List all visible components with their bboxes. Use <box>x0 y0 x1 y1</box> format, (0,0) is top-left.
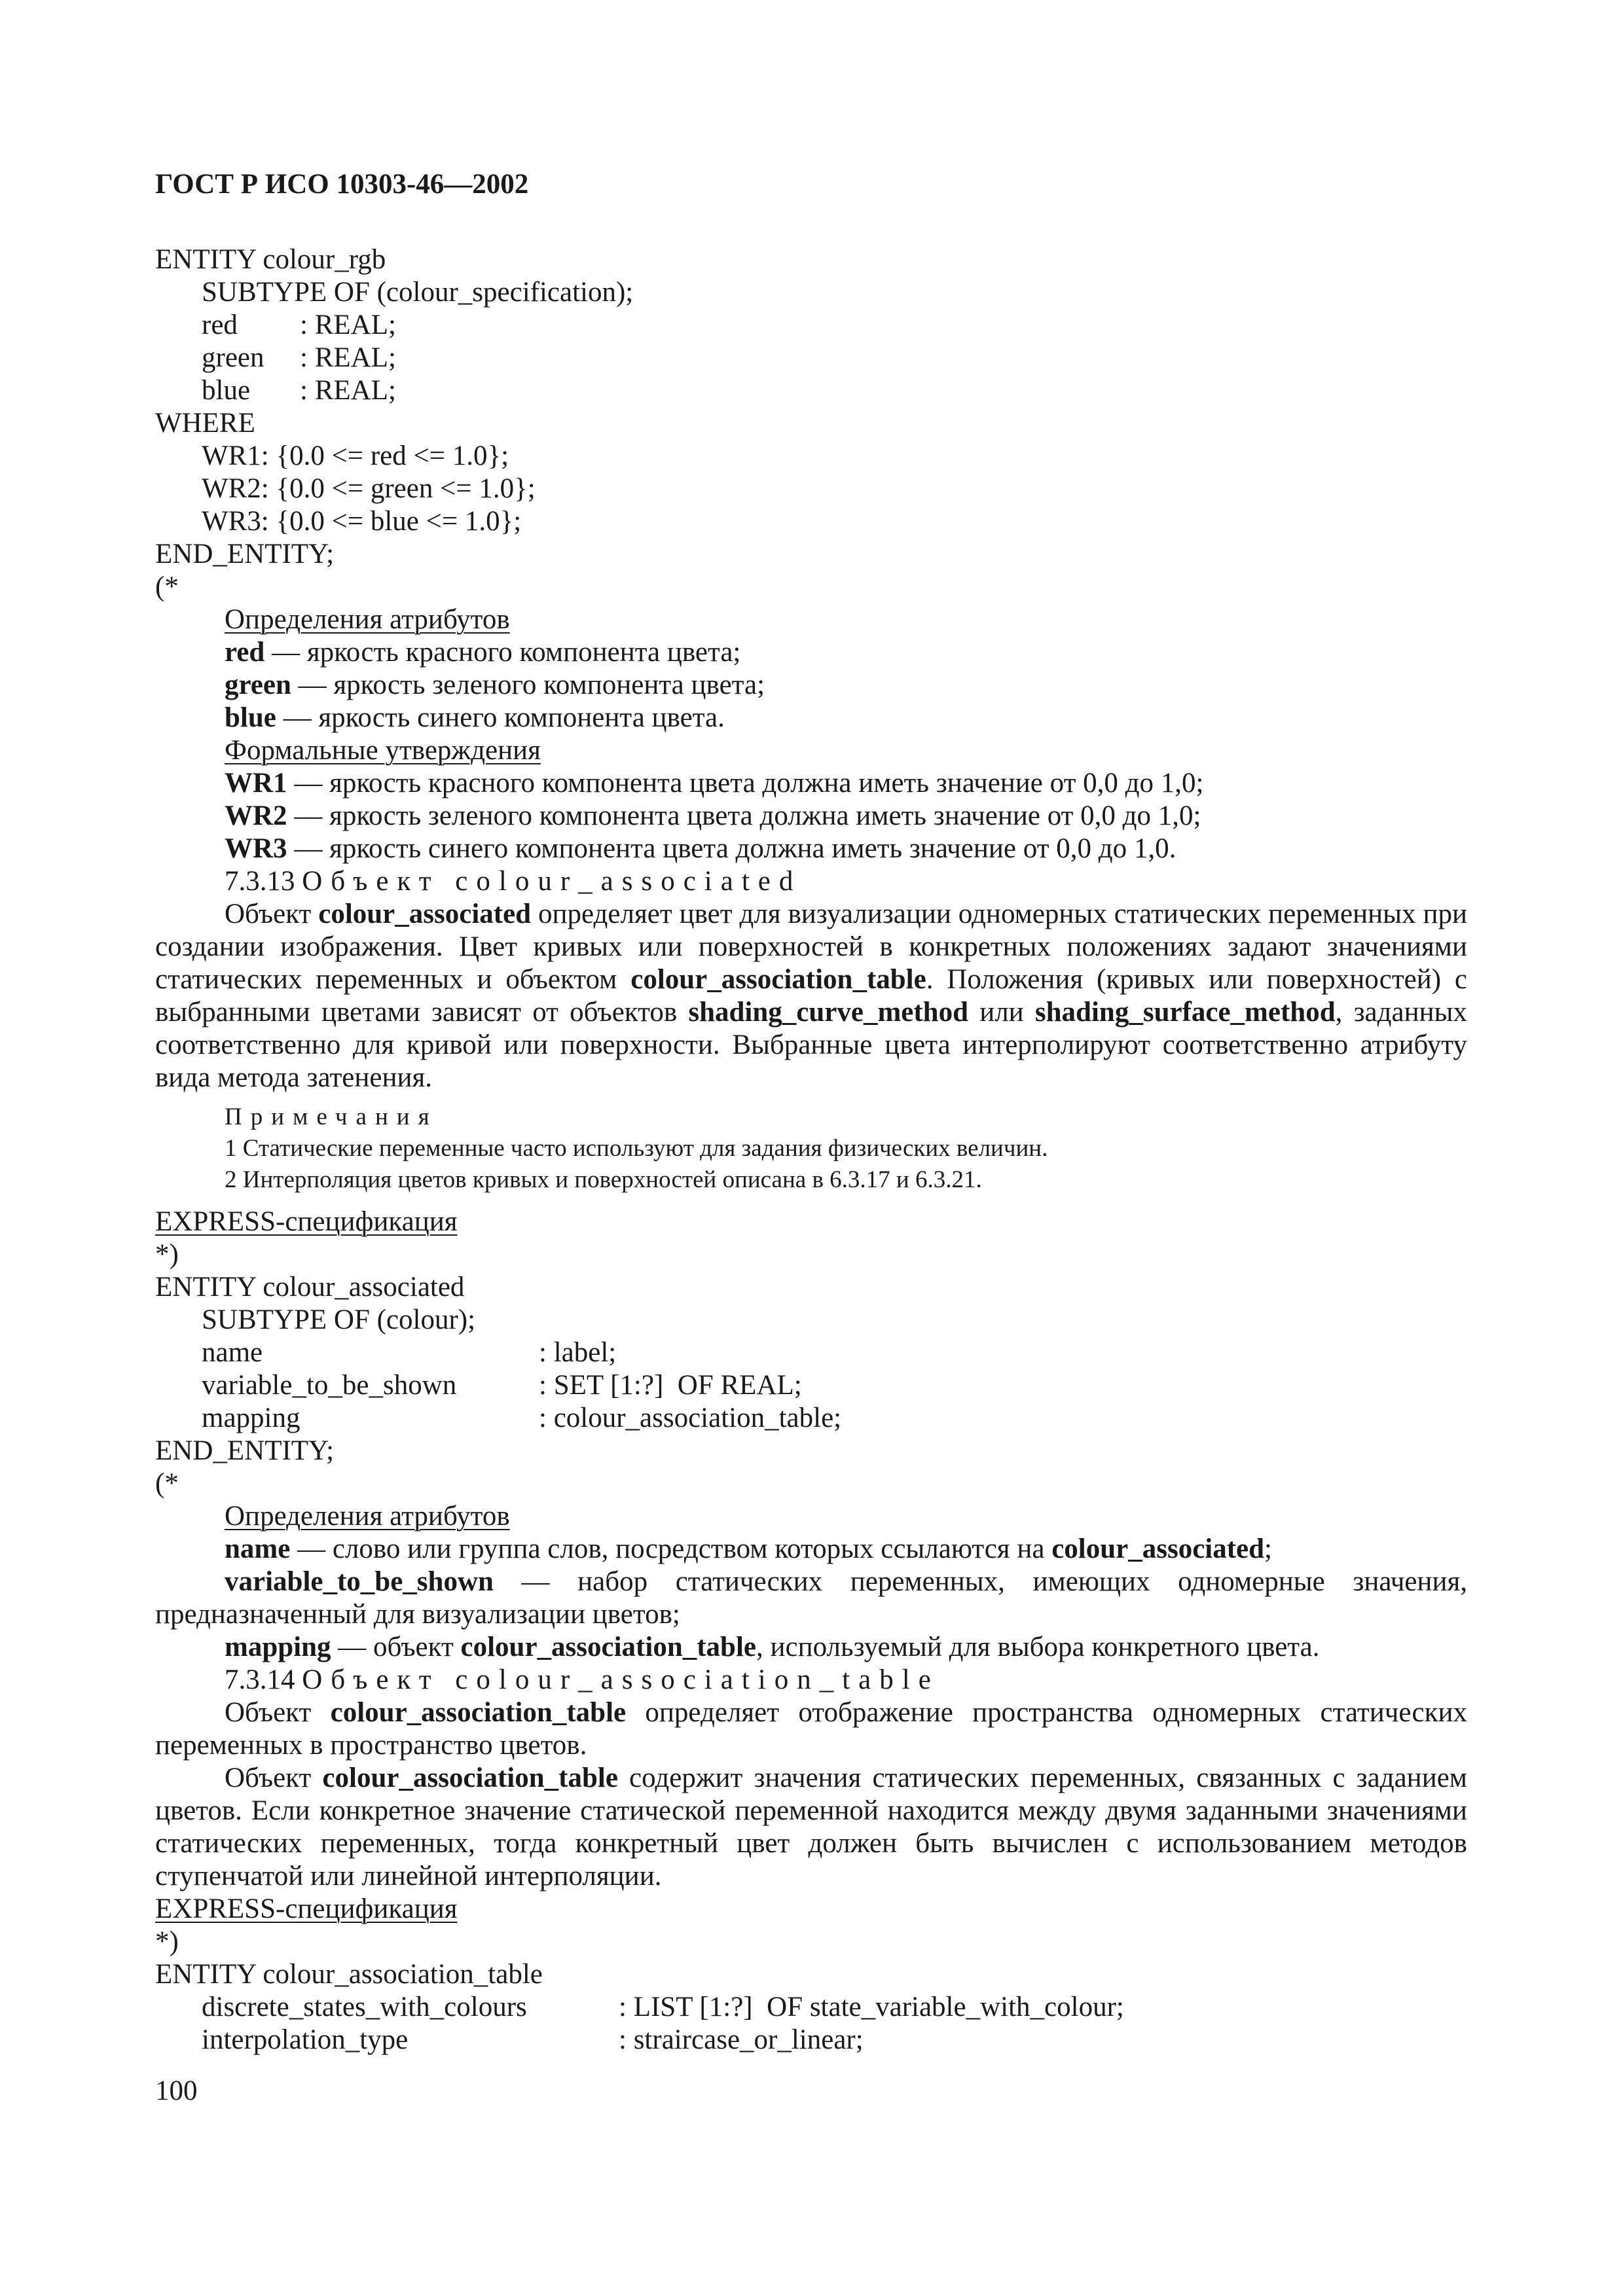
where-rule: WR2: {0.0 <= green <= 1.0}; <box>202 473 536 504</box>
definition-item: blue — яркость синего компонента цвета. <box>225 702 725 733</box>
express-spec-label: EXPRESS-спецификация <box>155 1893 458 1924</box>
attr-type: : REAL; <box>300 310 396 340</box>
definition-item: variable_to_be_shown — набор статических переменных, имеющих одномерные значения, предназначенный для визуализации цветов; <box>155 1566 1467 1630</box>
section-heading: 7.3.14 Объект colour_association_table <box>225 1664 939 1695</box>
definition-item: green — яркость зеленого компонента цвета; <box>225 670 765 700</box>
attr-name: discrete_states_with_colours <box>202 1992 527 2022</box>
comment-close: *) <box>155 1926 179 1957</box>
attr-name: interpolation_type <box>202 2024 409 2055</box>
comment-open: (* <box>155 1468 179 1499</box>
entity-declaration: ENTITY colour_association_table <box>155 1959 543 1990</box>
attr-type: : SET [1:?] OF REAL; <box>539 1370 802 1401</box>
formal-rule: WR2 — яркость зеленого компонента цвета должна иметь значение от 0,0 до 1,0; <box>225 800 1201 831</box>
definition-item: red — яркость красного компонента цвета; <box>225 637 741 668</box>
express-spec-label: EXPRESS-спецификация <box>155 1206 458 1237</box>
attr-name: blue <box>202 375 251 406</box>
note-item: 2 Интерполяция цветов кривых и поверхностей описана в 6.3.17 и 6.3.21. <box>225 1166 982 1193</box>
where-keyword: WHERE <box>155 408 255 439</box>
where-rule: WR3: {0.0 <= blue <= 1.0}; <box>202 506 522 537</box>
attr-name: variable_to_be_shown <box>202 1370 457 1401</box>
definition-item: name — слово или группа слов, посредством которых ссылаются на colour_associated; <box>225 1534 1272 1564</box>
attr-type: : REAL; <box>300 342 396 373</box>
end-entity: END_ENTITY; <box>155 539 335 569</box>
formal-rule: WR3 — яркость синего компонента цвета должна иметь значение от 0,0 до 1,0. <box>225 833 1176 864</box>
attr-name: mapping <box>202 1403 301 1433</box>
section-subtitle: Определения атрибутов <box>225 1501 510 1532</box>
attr-name: name <box>202 1337 263 1368</box>
paragraph: Объект colour_association_table содержит значения статических переменных, связанных с заданием цветов. Если конкретное значение статической переменной находится между двумя заданными значениями статических переменных, тогда конкретный цвет должен быть вычислен с использованием методов ступенчатой или линейной интерполяции. <box>155 1763 1467 1892</box>
attr-type: : straircase_or_linear; <box>619 2024 864 2055</box>
notes-title: Примечания <box>225 1103 438 1130</box>
comment-open: (* <box>155 571 179 602</box>
formal-rule: WR1 — яркость красного компонента цвета должна иметь значение от 0,0 до 1,0; <box>225 768 1204 798</box>
paragraph: Объект colour_association_table определяет отображение пространства одномерных статических переменных в пространство цветов. <box>155 1697 1468 1761</box>
section-subtitle: Формальные утверждения <box>225 735 541 766</box>
comment-close: *) <box>155 1239 179 1270</box>
attr-type: : LIST [1:?] OF state_variable_with_colour; <box>619 1992 1124 2022</box>
attr-name: green <box>202 342 264 373</box>
definition-item: mapping — объект colour_association_table, используемый для выбора конкретного цвета. <box>225 1632 1320 1662</box>
entity-declaration: ENTITY colour_rgb <box>155 244 386 275</box>
entity-declaration: ENTITY colour_associated <box>155 1272 465 1302</box>
section-heading: 7.3.13 Объект colour_associated <box>225 866 802 897</box>
subtype-declaration: SUBTYPE OF (colour); <box>202 1304 476 1335</box>
paragraph: Объект colour_associated определяет цвет для визуализации одномерных статических переменных при создании изображения. Цвет кривых или поверхностей в конкретных положениях задают значениями статических переменных и объектом colour_association_table. Положения (кривых или поверхностей) с выбранными цветами зависят от объектов shading_curve_method или shading_surface_method, заданных соответственно для кривой или поверхности. Выбранные цвета интерполируют соответственно атрибуту вида метода затенения. <box>155 899 1468 1093</box>
end-entity: END_ENTITY; <box>155 1435 335 1466</box>
document-header: ГОСТ Р ИСО 10303-46—2002 <box>155 169 529 200</box>
attr-type: : colour_association_table; <box>539 1403 842 1433</box>
page-number: 100 <box>155 2075 198 2106</box>
where-rule: WR1: {0.0 <= red <= 1.0}; <box>202 440 509 471</box>
section-subtitle: Определения атрибутов <box>225 604 510 635</box>
subtype-declaration: SUBTYPE OF (colour_specification); <box>202 277 634 308</box>
note-item: 1 Статические переменные часто используют для задания физических величин. <box>225 1135 1048 1162</box>
attr-type: : REAL; <box>300 375 396 406</box>
attr-name: red <box>202 310 238 340</box>
attr-type: : label; <box>539 1337 617 1368</box>
